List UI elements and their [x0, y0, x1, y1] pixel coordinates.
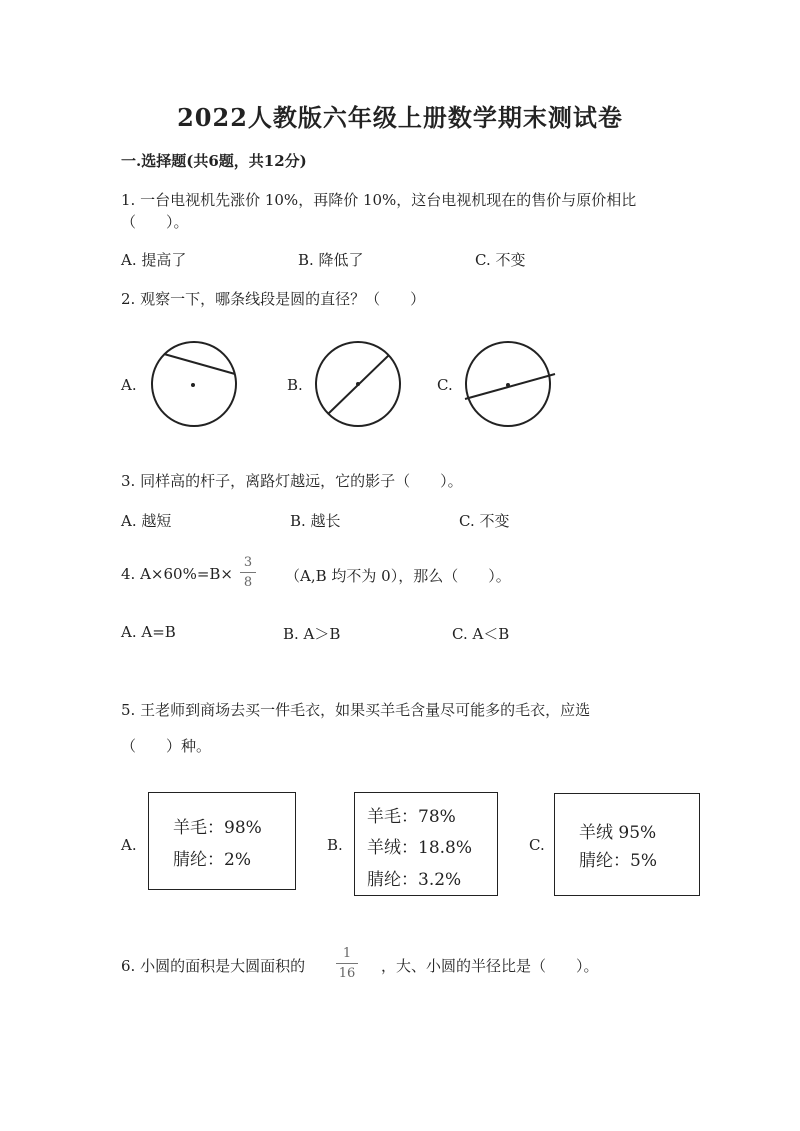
question-6-text-before: 6. 小圆的面积是大圆面积的	[121, 957, 306, 975]
label-box-c-line-2: 腈纶：5%	[579, 851, 657, 871]
question-5-text: 5. 王老师到商场去买一件毛衣，如果买羊毛含量尽可能多的毛衣，应选	[121, 701, 591, 719]
question-4-text-before: 4. A×60%=B×	[121, 565, 233, 583]
question-3-text: 3. 同样高的杆子，离路灯越远，它的影子（ ）。	[121, 472, 463, 490]
question-1-blank: （ ）。	[121, 213, 189, 231]
question-5-option-b[interactable]: B.	[327, 836, 343, 854]
fraction-numerator: 3	[243, 555, 253, 570]
label-box-b-line-3: 腈纶：3.2%	[367, 870, 462, 890]
question-4-text-after: （A,B 均不为 0），那么（ ）。	[285, 567, 511, 585]
question-2-option-a[interactable]: A.	[121, 376, 137, 394]
question-5-blank: （ ）种。	[121, 737, 212, 755]
question-5-option-a[interactable]: A.	[121, 836, 137, 854]
question-1-option-a[interactable]: A. 提高了	[121, 251, 187, 269]
circle-diagram-a	[148, 338, 240, 430]
section-heading: 一.选择题(共6题，共12分)	[121, 152, 307, 170]
label-box-a-line-2: 腈纶：2%	[173, 850, 251, 870]
fraction-denominator: 16	[338, 966, 356, 981]
label-box-b-line-2: 羊绒：18.8%	[367, 838, 473, 858]
label-box-c	[554, 793, 700, 896]
circle-diagram-b	[312, 338, 404, 430]
fraction-numerator: 1	[342, 946, 352, 961]
label-box-b-line-1: 羊毛：78%	[367, 807, 456, 827]
label-box-b	[354, 792, 498, 896]
fraction-denominator: 8	[243, 575, 253, 590]
question-2-text: 2. 观察一下，哪条线段是圆的直径？（ ）	[121, 290, 426, 308]
question-3-option-b[interactable]: B. 越长	[290, 512, 341, 530]
question-1-option-c[interactable]: C. 不变	[475, 251, 526, 269]
question-3-option-a[interactable]: A. 越短	[121, 512, 172, 530]
label-box-a-line-1: 羊毛：98%	[173, 818, 262, 838]
question-6-fraction	[336, 947, 358, 980]
label-box-c-line-1: 羊绒 95%	[579, 823, 657, 843]
label-box-a	[148, 792, 296, 890]
question-4-fraction	[240, 556, 256, 589]
page-title: 2022人教版六年级上册数学期末测试卷	[177, 103, 623, 132]
question-3-option-c[interactable]: C. 不变	[459, 512, 510, 530]
question-4-option-b[interactable]: B. A＞B	[283, 625, 341, 643]
question-4-option-c[interactable]: C. A＜B	[452, 625, 510, 643]
question-2-option-b[interactable]: B.	[287, 376, 303, 394]
question-6-text-after: ，大、小圆的半径比是（ ）。	[381, 957, 599, 975]
circle-diagram-c	[462, 338, 558, 430]
fraction-bar	[240, 572, 256, 573]
question-1-text: 1. 一台电视机先涨价 10%，再降价 10%，这台电视机现在的售价与原价相比	[121, 191, 637, 209]
fraction-bar	[336, 963, 358, 964]
question-4-option-a[interactable]: A. A=B	[121, 623, 176, 641]
question-1-option-b[interactable]: B. 降低了	[298, 251, 364, 269]
question-2-option-c[interactable]: C.	[437, 376, 453, 394]
question-5-option-c[interactable]: C.	[529, 836, 545, 854]
